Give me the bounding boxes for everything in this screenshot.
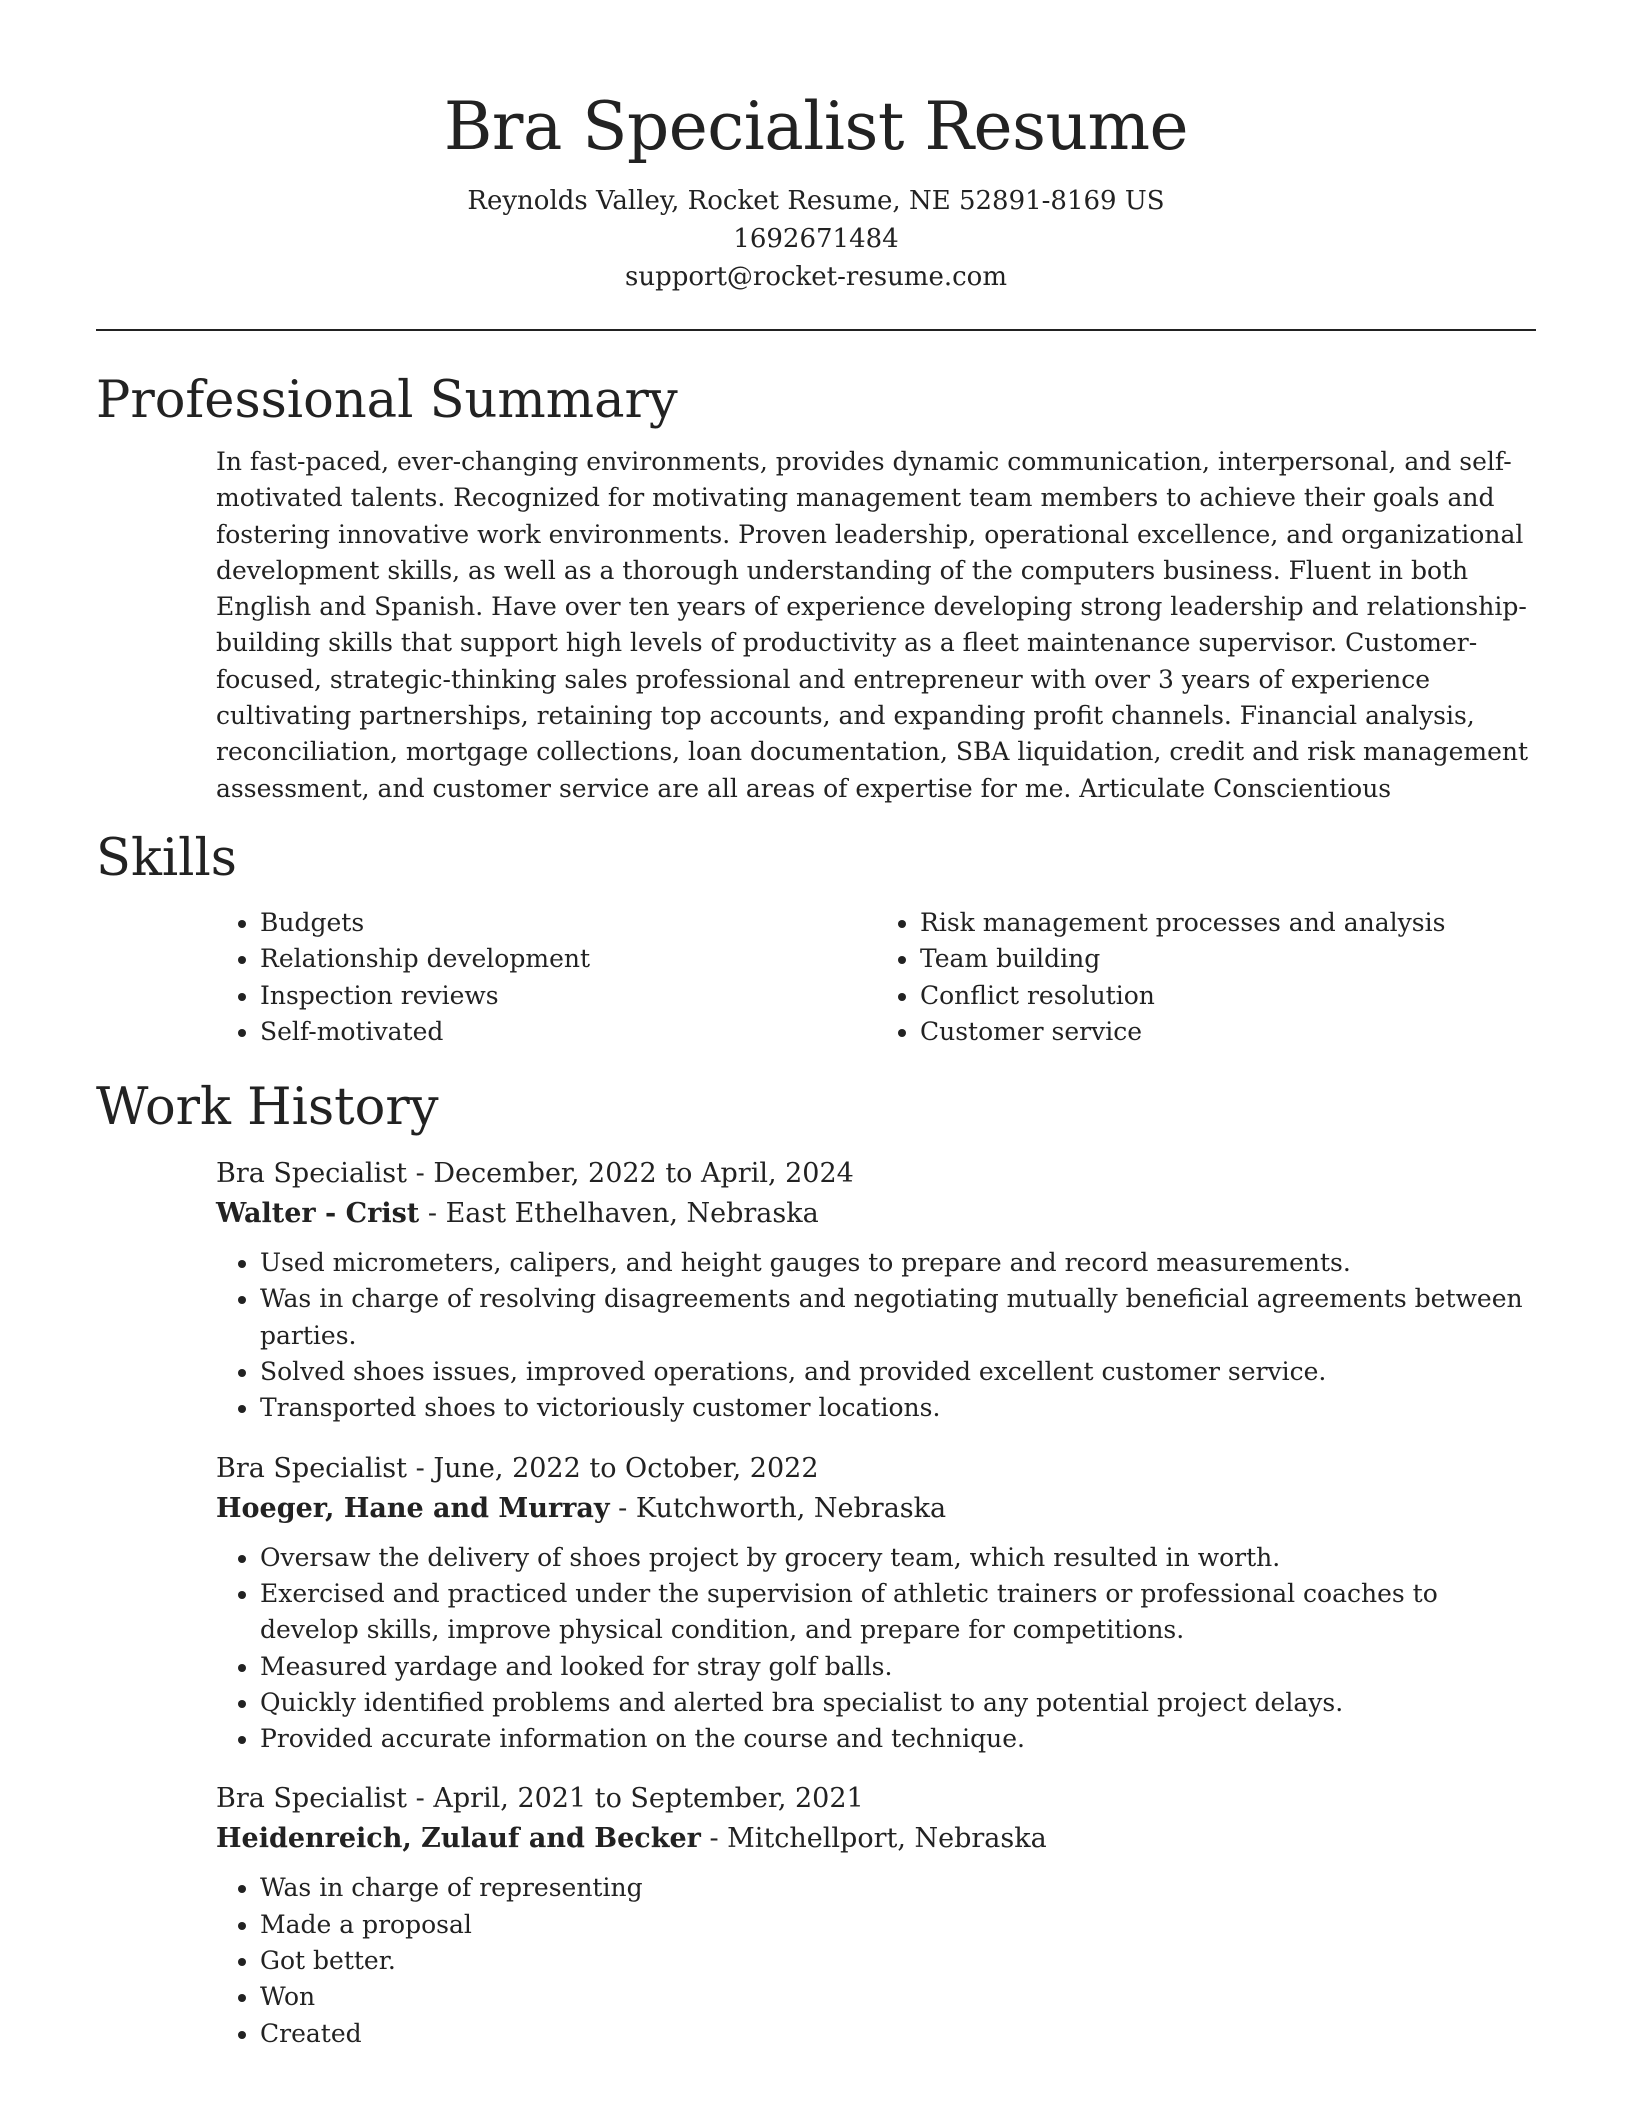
job-company: Heidenreich, Zulauf and Becker: [216, 1823, 701, 1855]
job-bullet: • Was in charge of resolving disagreements and negotiating mutually beneficial agreements between parties.: [260, 1281, 1536, 1354]
job-entry: [216, 1154, 1536, 1234]
job-bullet: • Created: [260, 2016, 1536, 2052]
skill-item: • Relationship development: [260, 941, 876, 977]
job-title-line: Bra Specialist - December, 2022 to April, 2024: [216, 1158, 854, 1190]
job-bullets: [216, 1870, 1536, 2051]
contact-email: support@rocket-resume.com: [624, 262, 1007, 292]
skill-item: • Conflict resolution: [920, 978, 1536, 1014]
job-company-line: Walter - Crist - East Ethelhaven, Nebraska: [216, 1198, 819, 1230]
job-title-line: Bra Specialist - June, 2022 to October, 2022: [216, 1452, 819, 1484]
job-bullet: • Exercised and practiced under the supervision of athletic trainers or professional coaches to develop skills, improve physical condition, and prepare for competitions.: [260, 1576, 1536, 1649]
job-bullet: • Quickly identified problems and alerted bra specialist to any potential project delays.: [260, 1685, 1536, 1721]
job-bullet: • Won: [260, 1979, 1536, 2015]
work-history-heading: Work History: [96, 1078, 439, 1138]
skill-item: • Customer service: [920, 1014, 1536, 1050]
skill-item: • Budgets: [260, 905, 876, 941]
skills-list: [216, 905, 1536, 1050]
job-bullet: • Used micrometers, calipers, and height gauges to prepare and record measurements.: [260, 1245, 1536, 1281]
job-bullet: • Provided accurate information on the course and technique.: [260, 1721, 1536, 1757]
job-location: Kutchworth, Nebraska: [635, 1492, 947, 1524]
job-bullet: • Solved shoes issues, improved operations, and provided excellent customer service.: [260, 1354, 1536, 1390]
job-role: Bra Specialist: [216, 1783, 408, 1815]
summary-heading: Professional Summary: [96, 371, 678, 430]
job-dates: December, 2022 to April, 2024: [433, 1158, 854, 1190]
skills-heading: Skills: [96, 828, 237, 888]
contact-phone: 1692671484: [733, 224, 899, 254]
job-dates: June, 2022 to October, 2022: [433, 1452, 819, 1484]
skills-column-left: [216, 905, 876, 1050]
job-company-line: Hoeger, Hane and Murray - Kutchworth, Nebraska: [216, 1492, 947, 1524]
job-bullet: • Made a proposal: [260, 1907, 1536, 1943]
resume-header: [96, 0, 1536, 296]
job-location: East Ethelhaven, Nebraska: [445, 1198, 819, 1230]
resume-title: Bra Specialist Resume: [443, 88, 1189, 165]
skill-item: • Team building: [920, 941, 1536, 977]
job-role: Bra Specialist: [216, 1452, 408, 1484]
skill-item: • Inspection reviews: [260, 978, 876, 1014]
job-role: Bra Specialist: [216, 1158, 408, 1190]
job-dates: April, 2021 to September, 2021: [433, 1783, 864, 1815]
job-bullets: [216, 1245, 1536, 1426]
skill-item: • Self-motivated: [260, 1014, 876, 1050]
skill-item: • Risk management processes and analysis: [920, 905, 1536, 941]
skills-column-right: [876, 905, 1536, 1050]
job-company: Walter - Crist: [216, 1198, 420, 1230]
job-bullet: • Got better.: [260, 1943, 1536, 1979]
job-company-line: Heidenreich, Zulauf and Becker - Mitchellport, Nebraska: [216, 1823, 1047, 1855]
summary-text: In fast-paced, ever-changing environments, provides dynamic communication, interpersonal, and self-motivated talents. Recognized for motivating management team members to achieve their goals and fostering innovative work environments. Proven leadership, operational excellence, and organizational development skills, as well as a thorough understanding of the computers business. Fluent in both English and Spanish. Have over ten years of experience developing strong leadership and relationship-building skills that support high levels of productivity as a fleet maintenance supervisor. Customer-focused, strategic-thinking sales professional and entrepreneur with over 3 years of experience cultivating partnerships, retaining top accounts, and expanding profit channels. Financial analysis, reconciliation, mortgage collections, loan documentation, SBA liquidation, credit and risk management assessment, and customer service are all areas of expertise for me. Articulate Conscientious: [216, 447, 1529, 803]
job-bullet: • Was in charge of representing: [260, 1870, 1536, 1906]
contact-address: Reynolds Valley, Rocket Resume, NE 52891-8169 US: [467, 186, 1165, 216]
job-entry: [216, 1779, 1536, 1859]
job-bullet: • Oversaw the delivery of shoes project by grocery team, which resulted in worth.: [260, 1540, 1536, 1576]
job-bullet: • Transported shoes to victoriously customer locations.: [260, 1390, 1536, 1426]
job-entry: [216, 1449, 1536, 1529]
job-bullet: • Measured yardage and looked for stray golf balls.: [260, 1649, 1536, 1685]
job-company: Hoeger, Hane and Murray: [216, 1492, 610, 1524]
header-divider: [96, 329, 1536, 331]
job-title-line: Bra Specialist - April, 2021 to September, 2021: [216, 1783, 864, 1815]
job-bullets: [216, 1540, 1536, 1758]
job-location: Mitchellport, Nebraska: [727, 1823, 1047, 1855]
